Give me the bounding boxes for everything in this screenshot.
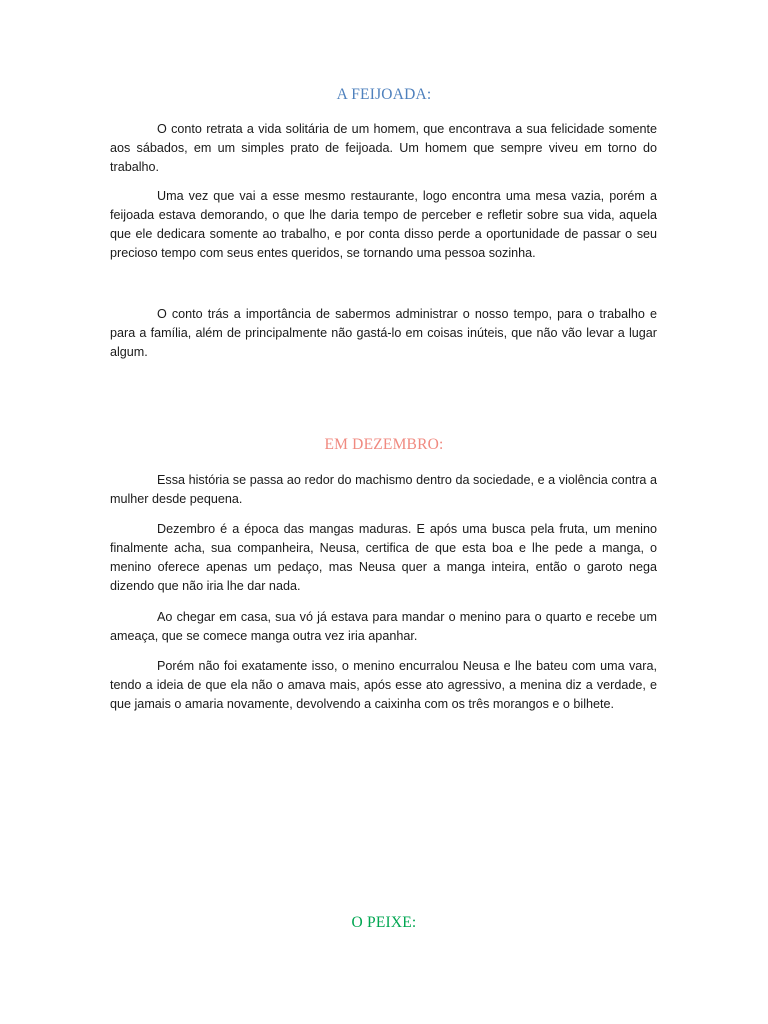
paragraph-feijoada-2: Uma vez que vai a esse mesmo restaurante, logo encontra uma mesa vazia, porém a feijoada estava demorando, o que lhe daria tempo de perceber e refletir sobre sua vida, aquela que ele dedicara somente ao trabalho, e por conta disso perde a oportunidade de passar o seu precioso tempo com seus entes queridos, se tornando uma pessoa sozinha. bbox=[110, 189, 657, 260]
section-title-em-dezembro: EM DEZEMBRO: bbox=[324, 436, 444, 453]
section-title-feijoada: A FEIJOADA: bbox=[336, 86, 432, 103]
paragraph-dezembro-2: Dezembro é a época das mangas maduras. E após uma busca pela fruta, um menino finalmente acha, sua companheira, Neusa, certifica de que esta boa e lhe pede a manga, o menino oferece apenas um pedaço, mas Neusa quer a manga inteira, então o garoto nega dizendo que não iria lhe dar nada. bbox=[110, 522, 657, 593]
paragraph-feijoada-1: O conto retrata a vida solitária de um homem, que encontrava a sua felicidade somente aos sábados, em um simples prato de feijoada. Um homem que sempre viveu em torno do trabalho. bbox=[110, 122, 657, 174]
section-title-o-peixe: O PEIXE: bbox=[351, 914, 417, 931]
paragraph-dezembro-4: Porém não foi exatamente isso, o menino encurralou Neusa e lhe bateu com uma vara, tendo a ideia de que ela não o amava mais, após esse ato agressivo, a menina diz a verdade, e que jamais o amaria novamente, devolvendo a caixinha com os três morangos e o bilhete. bbox=[110, 659, 657, 711]
paragraph-feijoada-3: O conto trás a importância de sabermos administrar o nosso tempo, para o trabalho e para a família, além de principalmente não gastá-lo em coisas inúteis, que não vão levar a lugar algum. bbox=[110, 307, 657, 359]
paragraph-dezembro-1: Essa história se passa ao redor do machismo dentro da sociedade, e a violência contra a mulher desde pequena. bbox=[110, 473, 657, 506]
paragraph-dezembro-3: Ao chegar em casa, sua vó já estava para mandar o menino para o quarto e recebe um ameaça, que se comece manga outra vez iria apanhar. bbox=[110, 610, 657, 643]
